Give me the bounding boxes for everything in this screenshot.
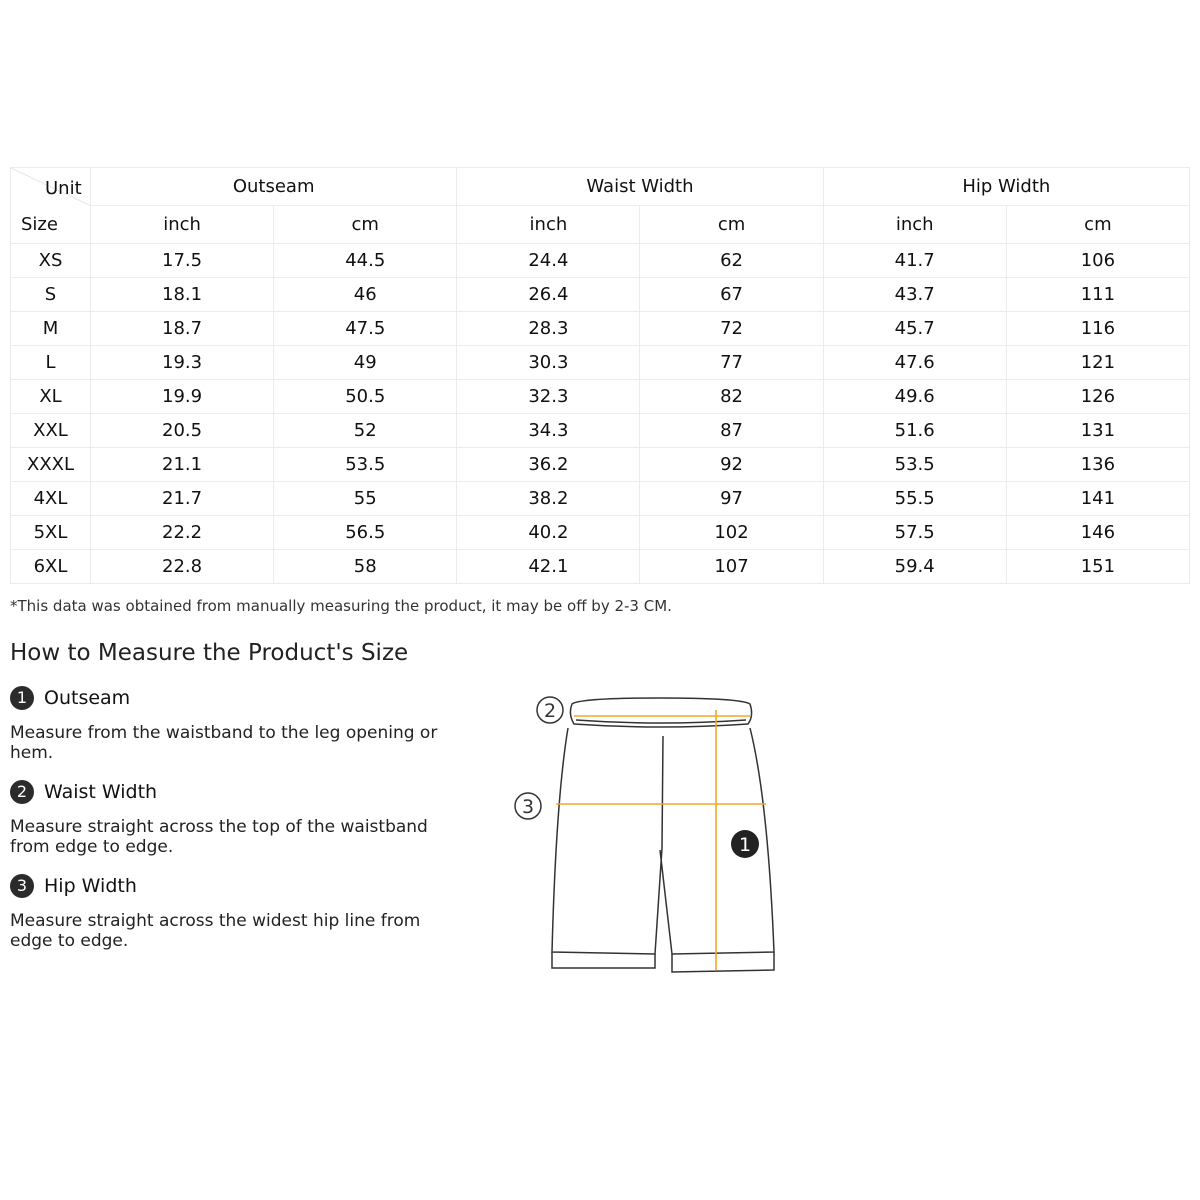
value-cell: 36.2 [457,448,640,482]
value-cell: 46 [274,278,457,312]
value-cell: 38.2 [457,482,640,516]
step-waist-desc: Measure straight across the top of the waistband from edge to edge. [10,817,428,857]
value-cell: 56.5 [274,516,457,550]
value-cell: 53.5 [823,448,1006,482]
value-cell: 67 [640,278,823,312]
value-cell: 24.4 [457,244,640,278]
shorts-diagram [500,680,800,980]
value-cell: 18.1 [91,278,274,312]
table-row [11,550,1190,584]
value-cell: 116 [1006,312,1189,346]
value-cell: 19.9 [91,380,274,414]
value-cell: 55.5 [823,482,1006,516]
table-row [11,278,1190,312]
size-cell: XXXL [11,448,91,482]
value-cell: 21.7 [91,482,274,516]
value-cell: 22.2 [91,516,274,550]
value-cell: 92 [640,448,823,482]
value-cell: 28.3 [457,312,640,346]
table-row [11,346,1190,380]
value-cell: 58 [274,550,457,584]
value-cell: 21.1 [91,448,274,482]
value-cell: 44.5 [274,244,457,278]
size-cell: 4XL [11,482,91,516]
unit-header-row [11,206,1190,244]
svg-text:1: 1 [738,834,752,856]
size-cell: 6XL [11,550,91,584]
value-cell: 26.4 [457,278,640,312]
size-cell: XS [11,244,91,278]
step-title-text: Hip Width [44,875,137,897]
value-cell: 41.7 [823,244,1006,278]
unit-label: Unit [45,178,82,199]
table-row [11,448,1190,482]
value-cell: 102 [640,516,823,550]
value-cell: 47.5 [274,312,457,346]
value-cell: 87 [640,414,823,448]
step-number-badge: 3 [10,874,34,898]
value-cell: 18.7 [91,312,274,346]
unit-cell: cm [274,206,457,244]
unit-cell: inch [457,206,640,244]
unit-cell: cm [1006,206,1189,244]
step-title-text: Waist Width [44,781,158,803]
svg-text:3: 3 [521,796,535,818]
table-row [11,482,1190,516]
value-cell: 49.6 [823,380,1006,414]
value-cell: 49 [274,346,457,380]
unit-cell: cm [640,206,823,244]
size-cell: S [11,278,91,312]
value-cell: 141 [1006,482,1189,516]
step-outseam-desc: Measure from the waistband to the leg opening or hem. [10,723,438,763]
step-hip-desc: Measure straight across the widest hip line from edge to edge. [10,911,421,951]
size-cell: L [11,346,91,380]
value-cell: 111 [1006,278,1189,312]
value-cell: 22.8 [91,550,274,584]
value-cell: 55 [274,482,457,516]
value-cell: 19.3 [91,346,274,380]
value-cell: 146 [1006,516,1189,550]
size-cell: XL [11,380,91,414]
value-cell: 106 [1006,244,1189,278]
value-cell: 77 [640,346,823,380]
measurement-note: *This data was obtained from manually measuring the product, it may be off by 2-3 CM. [10,597,672,615]
diagram-label-outseam [731,830,759,858]
value-cell: 53.5 [274,448,457,482]
value-cell: 51.6 [823,414,1006,448]
group-hip-width: Hip Width [823,168,1189,206]
value-cell: 43.7 [823,278,1006,312]
value-cell: 52 [274,414,457,448]
size-label: Size [11,206,91,244]
value-cell: 47.6 [823,346,1006,380]
diagram-label-waist [537,697,563,723]
value-cell: 62 [640,244,823,278]
value-cell: 45.7 [823,312,1006,346]
value-cell: 32.3 [457,380,640,414]
step-number-badge: 1 [10,686,34,710]
group-waist-width: Waist Width [457,168,823,206]
unit-cell: inch [91,206,274,244]
size-chart-table [10,167,1190,584]
value-cell: 136 [1006,448,1189,482]
diagram-label-hip [515,793,541,819]
table-body [11,244,1190,584]
value-cell: 107 [640,550,823,584]
step-hip-title [10,874,137,898]
svg-text:2: 2 [543,700,557,722]
value-cell: 72 [640,312,823,346]
corner-cell [11,168,91,206]
group-header-row [11,168,1190,206]
size-cell: M [11,312,91,346]
value-cell: 20.5 [91,414,274,448]
value-cell: 126 [1006,380,1189,414]
value-cell: 30.3 [457,346,640,380]
value-cell: 17.5 [91,244,274,278]
unit-cell: inch [823,206,1006,244]
size-cell: 5XL [11,516,91,550]
table-row [11,380,1190,414]
value-cell: 151 [1006,550,1189,584]
table-row [11,312,1190,346]
value-cell: 34.3 [457,414,640,448]
howto-title: How to Measure the Product's Size [10,640,409,666]
value-cell: 59.4 [823,550,1006,584]
value-cell: 82 [640,380,823,414]
step-outseam-title [10,686,130,710]
table-row [11,414,1190,448]
value-cell: 50.5 [274,380,457,414]
table-row [11,516,1190,550]
size-cell: XXL [11,414,91,448]
group-outseam: Outseam [91,168,457,206]
value-cell: 131 [1006,414,1189,448]
step-title-text: Outseam [44,687,131,709]
value-cell: 121 [1006,346,1189,380]
value-cell: 57.5 [823,516,1006,550]
step-number-badge: 2 [10,780,34,804]
value-cell: 40.2 [457,516,640,550]
value-cell: 42.1 [457,550,640,584]
step-waist-title [10,780,157,804]
table-row [11,244,1190,278]
value-cell: 97 [640,482,823,516]
